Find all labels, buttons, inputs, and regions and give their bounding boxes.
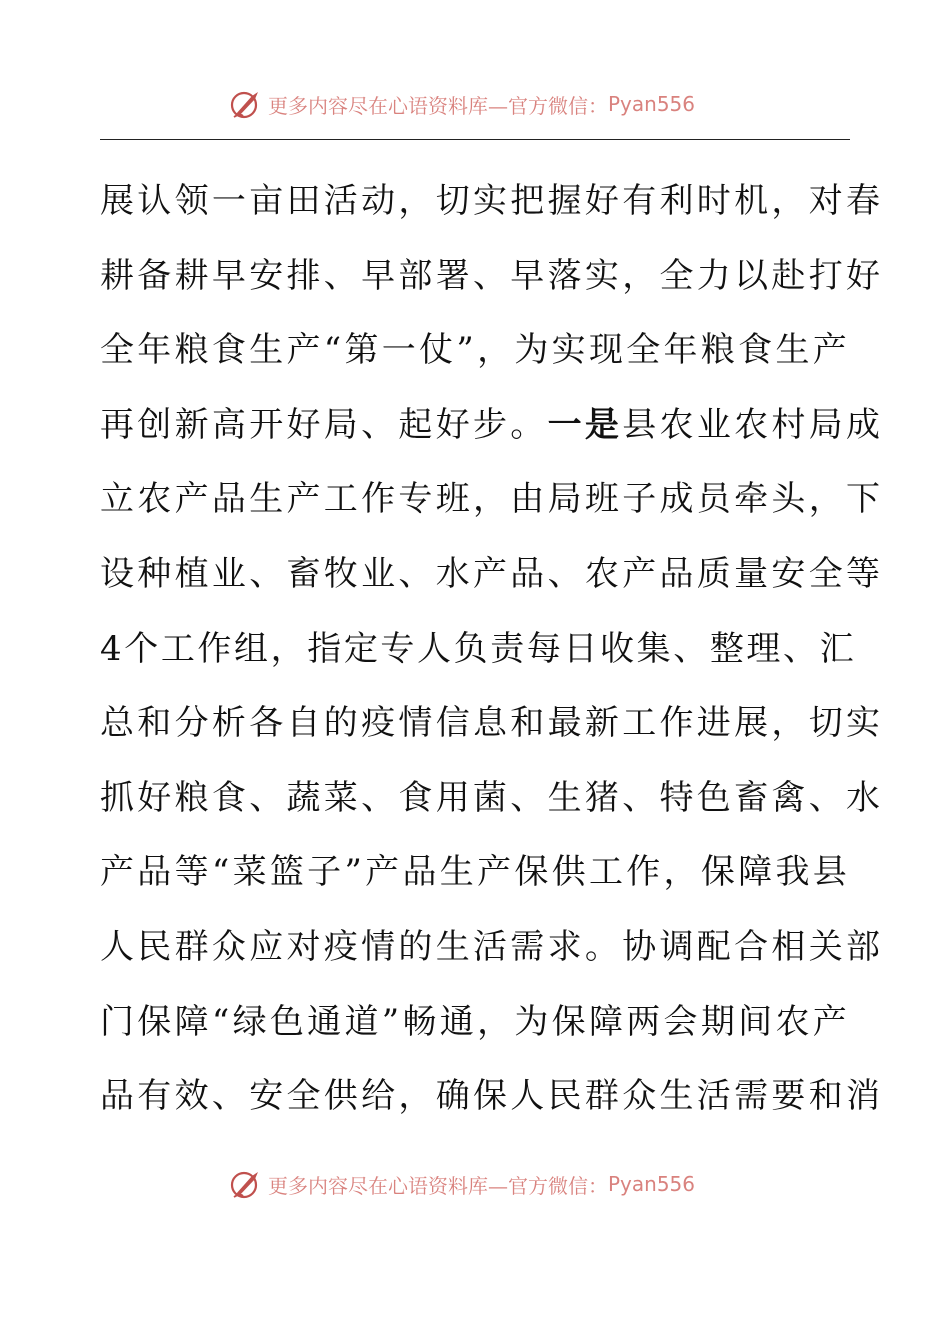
body-line: 品有效、安全供给，确保人民群众生活需要和消 (100, 1076, 884, 1117)
body-line: 设种植业、畜牧业、水产品、农产品质量安全等 (100, 553, 884, 594)
body-line-segment: 县农业农村局成 (622, 404, 884, 445)
header-text: 更多内容尽在心语资料库—官方微信： (268, 93, 608, 118)
body-line: 展认领一亩田活动，切实把握好有利时机，对春 (100, 181, 884, 221)
body-line-segment: 再创新高开好局、起好步。 (100, 404, 548, 445)
body-line: 4个工作组，指定专人负责每日收集、整理、汇 (100, 628, 857, 669)
footer-text: 更多内容尽在心语资料库—官方微信： (268, 1173, 608, 1198)
footer-banner (228, 1164, 695, 1204)
body-line: 抓好粮食、蔬菜、食用菌、生猪、特色畜禽、水 (100, 777, 884, 818)
header-divider (100, 139, 850, 140)
body-line: 门保障“绿色通道”畅通，为保障两会期间农产 (100, 1001, 851, 1042)
body-line: 人民群众应对疫情的生活需求。协调配合相关部 (100, 926, 884, 967)
footer-wechat-id: Pyan556 (608, 1172, 696, 1196)
body-line: 总和分析各自的疫情信息和最新工作进展，切实 (100, 703, 884, 744)
header-wechat-id: Pyan556 (608, 92, 696, 116)
pen-logo-icon (228, 86, 264, 122)
pen-logo-icon (228, 1166, 264, 1202)
body-line: 全年粮食生产“第一仗”，为实现全年粮食生产 (100, 330, 851, 371)
header-banner (228, 84, 695, 124)
bold-heading-marker: 一是 (547, 404, 623, 445)
body-line: 耕备耕早安排、早部署、早落实，全力以赴打好 (100, 255, 884, 296)
body-line: 立农产品生产工作专班，由局班子成员牵头，下 (100, 479, 884, 520)
document-body (100, 172, 884, 1142)
body-line (100, 396, 884, 471)
body-line: 产品等“菜篮子”产品生产保供工作，保障我县 (100, 852, 851, 893)
